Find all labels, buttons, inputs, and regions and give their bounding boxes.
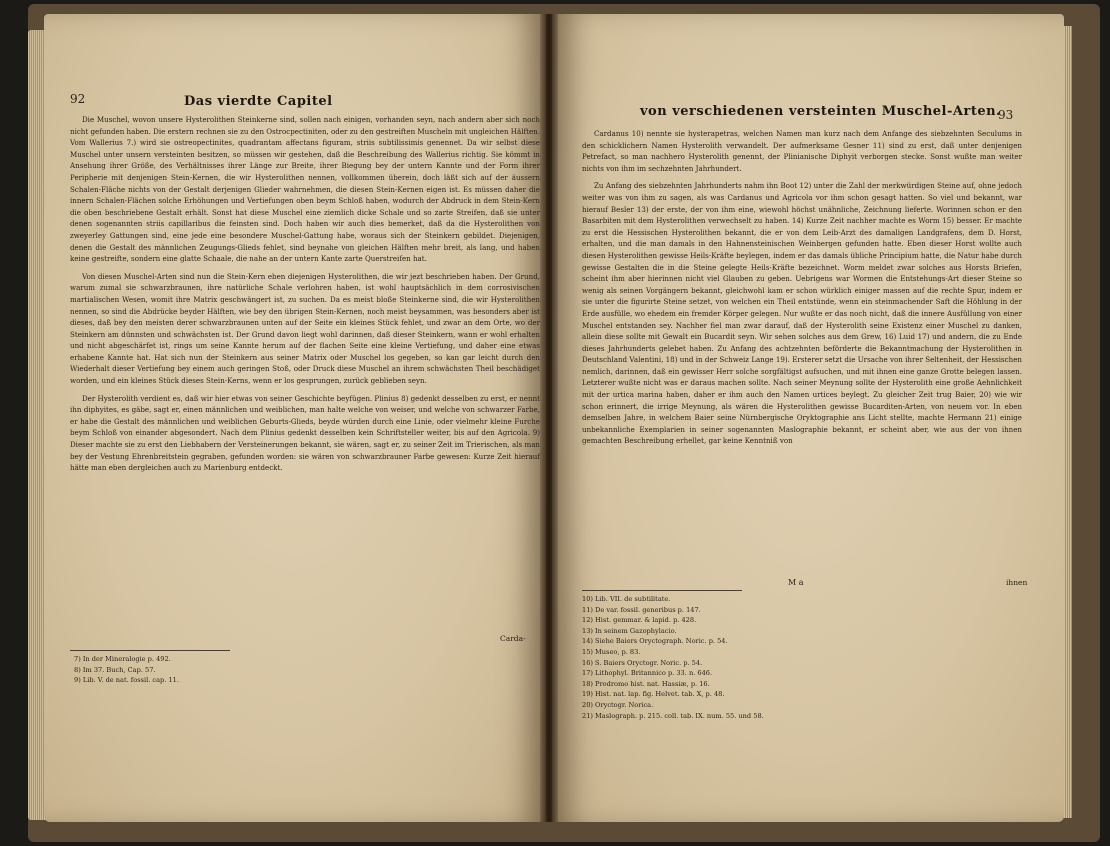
footnote: 15) Museo, p. 83. [582,647,641,656]
right-body [582,128,1022,453]
footnote: 19) Hist. nat. lap. fig. Helvet. tab. X, p. 48. [582,690,725,699]
footnote-rule-right [582,590,742,591]
footnote: 16) S. Baiers Oryctogr. Noric. p. 54. [582,658,703,667]
running-head-right: von verschiedenen versteinten Muschel-Arten. [640,104,1002,119]
page-number-right: 93 [998,108,1014,122]
left-body [70,114,540,480]
footnote-rule-left [70,650,230,651]
right-page [552,14,1064,822]
footnote: 18) Prodromo hist. nat. Hassiæ, p. 16. [582,679,710,688]
footnote: 9) Lib. V. de nat. fossil. cap. 11. [74,676,179,685]
right-paragraph-2: Zu Anfang des siebzehnten Jahrhunderts nahm ihn Boot 12) unter die Zahl der merkwürdigen Steine auf, ohne jedoch weiter was von ihm zu sagen, als was Cardanus und Agricola vor ihm schon gesagt hatten. So viel und bekannt, war hierauf Besler 13) der erste, der von ihm eine, wiewohl höchst unähnliche, Zeichnung lieferte. Worinnen schon er den Basarbiten mit dem Hysterolithen verwechselt zu haben. 14) Kurze Zeit nachher machte es Worm 15) besser. Er machte zu erst die Hessischen Hysterolithen bekannt, die er von dem Leib-Arzt des damaligen Landgrafens, dem D. Horst, erhalten, und die man damals in den Hahnensteinischen Weinbergen gefunden hatte. Eben dieser Horst wollte auch diesen Hysterolithen gewisse Heils-Kräfte beylegen, indem er das damals übliche Principium hatte, die Natur habe durch gewisse Gestalten die in die Steine gelegte Heils-Kräfte bezeichnet. Worm meldet zwar solches aus Horsts Briefen, scheint ihm aber hierinnen nicht viel Glauben zu geben. Uebrigens war Wormen die Entstehungs-Art dieser Steine so wenig als seinen Vorgängern bekannt, gleichwohl kam er schon würklich einiger massen auf die rechte Spur, indem er sie unter die figurirte Steine setzet, von welchen ein Theil entstünde, wenn ein steinmachender Saft die Höhlung in der Erde ausfülle, wo ehedem ein fremder Körper gelegen. Nur wußte er das noch nicht, daß die innere Ausfüllung von einer Muschel entstanden sey. Nachher fiel man zwar darauf, daß der Hysterolith seine Existenz einer Muschel zu danken, allein diese sollte mit Gewalt ein Bucardit seyn. Wir sehen solches aus dem Grew, 16) Luid 17) und andern, die zu Ende dieses Jahrhunderts gelebet haben. Zu Anfang des achtzehnten beförderte die Bekanntmachung der Hysterolithen in Deutschland Valentini, 18) und in der Schweiz Lange 19). Ersterer setzt die Ursache von ihrer Seltenheit, der Hessischen nemlich, darinnen, daß ein gewisser Herr solche sorgfältigst aufsuchen, und mit ihnen eine ganze Grotte belegen lassen. Letzterer wußte nicht was er daraus machen sollte. Nach seiner Meynung sollte der Hysterolith eine große Aehnlichkeit mit der urtica marina haben, daher er ihm auch den Namen urtices beylegt. Zu gleicher Zeit trug Baier, 20) wie wir schon erinnert, die irrige Meynung, als wären die Hysterolithen gewisse Bucarditen-Arten, von neuem vor. In eben demselben Jahre, in welchem Baier seine Nürnbergische Oryktographie ans Licht stellte, machte Hermann 21) einige unbekannliche Exemplarien in seiner sogenannten Maslographie bekannt, er scheint aber, wie aus der von ihnen gemachten Beschreibung erhellet, gar keine Kenntniß von [582,181,1022,446]
footnote: 14) Siehe Baiers Oryctograph. Noric. p. 54. [582,637,728,646]
footnote: 12) Hist. gemmar. & lapid. p. 428. [582,616,697,625]
left-paragraph-1: Die Muschel, wovon unsere Hysterolithen Steinkerne sind, sollen nach einigen, vorhanden seyn, nach andern aber sich noch nicht gefunden haben. Die erstern rechnen sie zu den Ostrocpectiniten, oder zu den gestreiften Muscheln mit ungleichen Hälften. Vom Wallerius 7.) wird sie ostreopectinites, quadrantam affectans figuram, striis subtilissimis genennet. Da wir selbst diese Muschel unter unsern versteinten besitzen, so müssen wir gestehen, daß die Beschreibung des Wallerius richtig. Sie kömmt in Ansehung ihrer Größe, des Verhältnisses ihrer Länge zur Breite, ihrer Biegung bey der untern Kannte und der Form ihrer Peripherie mit denjenigen Stein-Kernen, die wir Hysterolithen nennen, vollkommen überein, doch läßt sich auf der äussern Schalen-Fläche nichts von der Gestalt derjenigen Glieder wahrnehmen, die diesen Stein-Kernen eigen ist. Es müssen daher die innern Schalen-Flächen solche Erhöhungen und Vertiefungen oben beym Schloß haben, wodurch der Abdruck in dem Stein-Kern die oben beschriebene Gestalt erhält. Sonst hat diese Muschel eine ziemlich dicke Schale und so zarte Streifen, daß sie unter denen sogenannten striis capillaribus die feinsten sind. Doch haben wir auch dies bemerket, daß da die Hysterolithen von zweyerley Gattungen sind, eine jede eine besondere Muschel-Gattung habe, woraus sich der Steinkern gebildet. Diejenigen, denen die Gestalt des männlichen Zeugungs-Glieds fehlet, sind beynahe von gleichen Hälften mehr breit, als lang, und haben keine gestreifte, sondern eine glatte Schaale, die nahe an der untern Kante zarte Querstreifen hat. [70,115,540,264]
signature-mark: M a [788,578,804,587]
footnote: 21) Maslograph. p. 215. coll. tab. IX. num. 55. und 58. [582,711,764,720]
footnote: 10) Lib. VII. de subtilitate. [582,595,671,603]
footnote: 8) Im 37. Buch, Cap. 57. [74,665,156,674]
left-page [44,14,546,822]
footnote: 17) Lithophyl. Britannico p. 33. n. 646. [582,669,713,678]
footnotes-left [74,654,179,686]
page-number-left: 92 [70,92,86,106]
book-gutter [540,14,558,822]
left-paragraph-2: Von diesen Muschel-Arten sind nun die Stein-Kern eben diejenigen Hysterolithen, die wir jezt beschrieben haben. Der Grund, warum zumal sie schwarzbraunen, ihre natürliche Schale verlohren haben, ist wohl hauptsächlich in dem corrosivischen martialischen Wesen, womit ihre Matrix geschwängert ist, zu suchen. Da es meist bloße Steinkerne sind, die wir Hysterolithen nennen, so sind die Abdrücke beyder Hälften, wie bey den übrigen Stein-Kernen, noch meist beysammen, was besonders aber ist dieses, daß bey den meisten derer schwarzbraunen unten auf der Seite ein kleines Stück fehlet, und zwar an dem Orte, wo der Steinkern am dünnsten und schwächsten ist. Der Grund davon liegt wohl darinnen, daß dieser Steinkern, wann er wohl erhalten und nicht abgeschärfet ist, rings um seine Kannte herum auf der flachen Seite eine kleine Vertiefung, und daher eine etwas erhabene Kannte hat. Hat sich nun der Steinkern aus seiner Matrix oder Muschel los gegeben, so kan gar leicht durch den Wiederhalt dieser Vertiefung bey einem auch geringen Stoß, oder Druck diese Muschel an ihrem schwächsten Theil beschädiget worden, und ein kleines Stück dieses Stein-Kerns, wenn er los gesprungen, zurück geblieben seyn. [70,271,540,386]
footnote: 13) In seinem Gazophylacio. [582,626,677,635]
footnotes-right [582,594,764,721]
footnote: 20) Oryctogr. Norica. [582,700,654,709]
running-head-left: Das vierdte Capitel [184,94,333,109]
catchword-right: ihnen [1006,578,1028,587]
catchword-left: Carda- [500,634,526,643]
right-paragraph-1: Cardanus 10) nennte sie hysterapetras, welchen Namen man kurz nach dem Anfange des siebzehnten Seculums in den schicklichern Namen Hysterolith verwandelt. Der aufmerksame Gesner 11) sind zu erst, daß unter denjenigen Petrefact, so man nachhero Hysterolith genennt, der Plinianische Diphyit verborgen stecke. Sonst wußte man weiter nichts von ihm im sechzehnten Jahrhundert. [582,129,1022,173]
footnote: 7) In der Mineralogie p. 492. [74,655,171,663]
left-paragraph-3: Der Hysterolith verdient es, daß wir hier etwas von seiner Geschichte beyfügen. Plinius 8) gedenkt desselben zu erst, er nennt ihn diphyites, es gäbe, sagt er, einen männlichen und weiblichen, man halte welche von weiser, und welche von schwarzer Farbe, er habe die Gestalt des männlichen und weiblichen Geburts-Glieds, beyde würden durch eine Linie, oder vielmehr kleine Furche beym Schloß von einander abgesondert. Nach dem Plinius gedenkt desselben kein Schriftsteller weiter, bis auf den Agricola. 9) Dieser machte sie zu erst den Liebhabern der Versteinerungen bekannt, sie wären, sagt er, zu seiner Zeit im Trierischen, als man bey der Vestung Ehrenbreitstein gegraben, gefunden worden: sie wären von schwarzbrauner Farbe gewesen: Kurze Zeit hierauf hätte man eben dergleichen auch zu Marienburg entdeckt. [70,393,540,473]
footnote: 11) De var. fossil. generibus p. 147. [582,605,701,614]
